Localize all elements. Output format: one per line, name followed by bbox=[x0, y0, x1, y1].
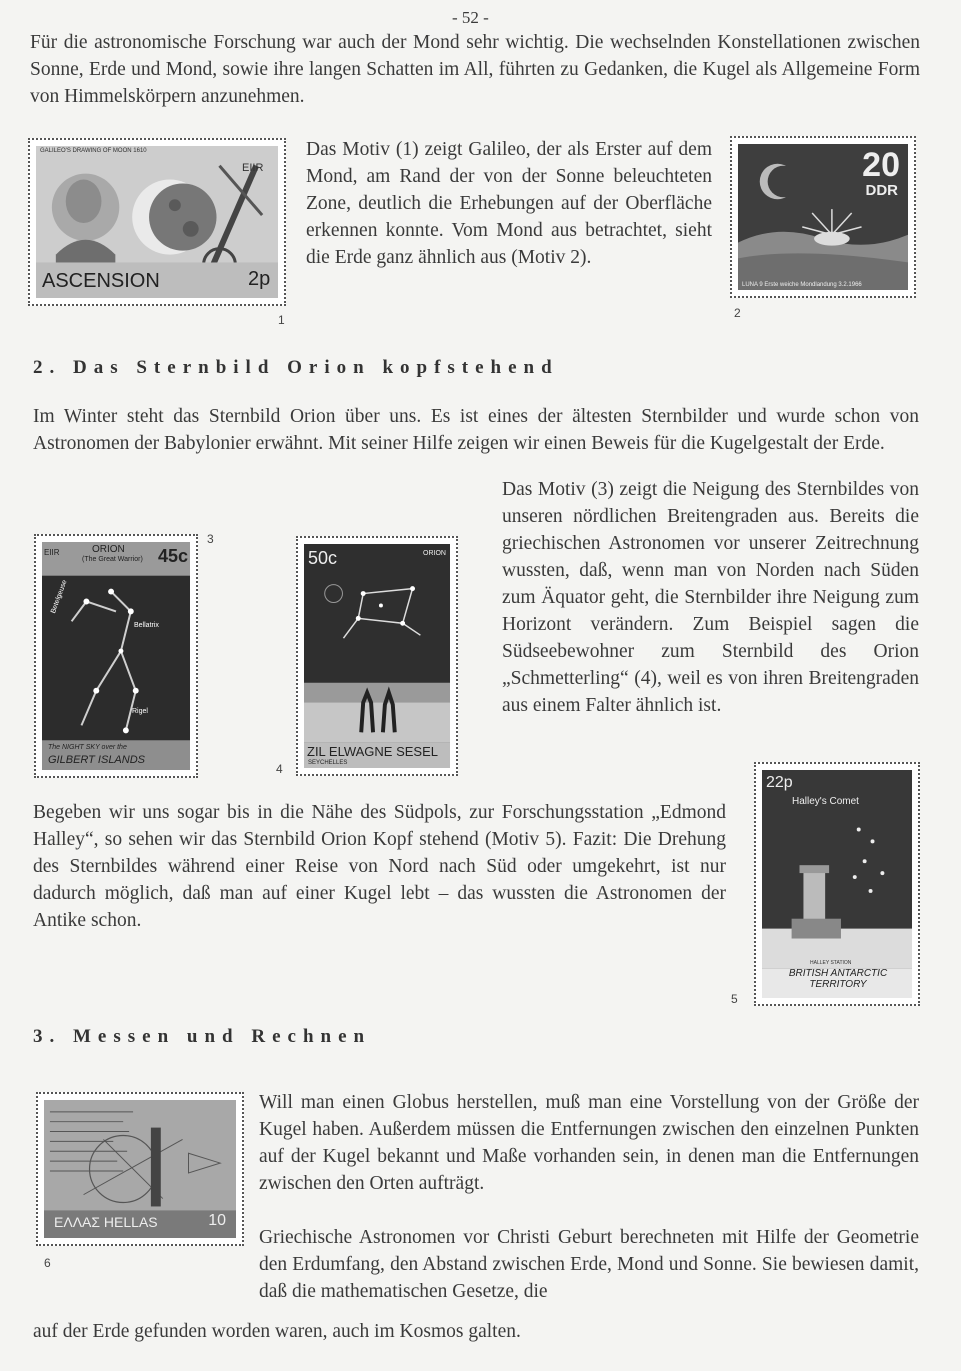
stamp3-label-rigel: Rigel bbox=[132, 708, 148, 715]
stamp3-caption: The NIGHT SKY over the bbox=[48, 744, 127, 751]
stamp3-title: ORION bbox=[92, 544, 125, 555]
orion-beach-illustration bbox=[304, 544, 450, 768]
stamp5-caption: HALLEY STATION bbox=[810, 960, 852, 966]
stamp3-subtitle: (The Great Warrior) bbox=[82, 556, 143, 563]
motif1-paragraph: Das Motiv (1) zeigt Galileo, der als Erster auf dem Mond, am Rand der von der Sonne beleuchteten Zone, deutlich die Erhebungen auf der Oberfläche erkennen konnte. Vom Mond aus betrachtet, sieht die Erde ganz ähnlich aus (Motiv 2). bbox=[306, 139, 712, 268]
stamp6-country: ΕΛΛΑΣ HELLAS bbox=[54, 1214, 158, 1230]
stamp-british-antarctic bbox=[754, 762, 920, 1006]
stamp5-title: Halley's Comet bbox=[792, 796, 859, 807]
stamp3-label-bellatrix: Bellatrix bbox=[134, 622, 159, 629]
stamp1-value: 2p bbox=[248, 268, 271, 290]
section3-heading: 3. Messen und Rechnen bbox=[33, 1026, 372, 1047]
stamp1-number: 1 bbox=[278, 313, 285, 327]
stamp4-country: ZIL ELWAGNE SESEL bbox=[307, 744, 439, 759]
section2-heading: 2. Das Sternbild Orion kopfstehend bbox=[33, 357, 559, 378]
stamp5-value: 22p bbox=[766, 774, 793, 791]
stamp2-number: 2 bbox=[734, 306, 741, 320]
stamp-greece bbox=[36, 1092, 244, 1246]
section3-paragraph1: Will man einen Globus herstellen, muß man eine Vorstellung von der Größe der Kugel haben. Außerdem müssen die Entfernungen zwischen den einzelnen Punkten auf der Kugel bekannt und Maße vorhanden sein, in denen man die Entfernungen zwischen den Orten aufträgt. bbox=[259, 1092, 919, 1194]
stamp-ddr bbox=[730, 136, 916, 298]
stamp6-value: 10 bbox=[208, 1212, 226, 1229]
stamp2-country: DDR bbox=[865, 182, 898, 199]
section3-paragraph2: Griechische Astronomen vor Christi Geburt berechneten mit Hilfe der Geometrie den Erdumfang, den Abstand zwischen Erde, Mond und Sonne. Sie bewiesen damit, daß die mathematischen Gesetze, die bbox=[259, 1227, 919, 1302]
stamp2-value: 20 bbox=[862, 146, 900, 184]
stamp1-caption: GALILEO'S DRAWING OF MOON 1610 bbox=[40, 148, 147, 154]
section2-paragraph2: Das Motiv (3) zeigt die Neigung des Sternbildes von unseren nördlichen Breitengraden aus. Bereits die griechischen Astronomen vor unserer Zeitrechnung wussten, daß, wenn man von Norden nach Süden zum Äquator geht, die Sternbilder ihre Neigung zum Horizont verändern. Zum Beispiel sagen die Südseebewohner zum Sternbild des Orion „Schmetterling“ (4), weil es von ihren Breitengraden aus einem Falter ähnlich ist. bbox=[502, 479, 919, 716]
orion-warrior-illustration bbox=[42, 542, 190, 770]
stamp3-country: GILBERT ISLANDS bbox=[48, 754, 145, 766]
stamp-gilbert-islands bbox=[34, 534, 198, 778]
section3-paragraph2-end: auf der Erde gefunden worden waren, auch im Kosmos galten. bbox=[33, 1321, 521, 1342]
stamp4-sub: SEYCHELLES bbox=[308, 760, 348, 766]
stamp3-number: 3 bbox=[207, 532, 214, 546]
stamp-ascension bbox=[28, 138, 286, 306]
stamp5-number: 5 bbox=[731, 992, 738, 1006]
stamp4-number: 4 bbox=[276, 762, 283, 776]
section2-paragraph3: Begeben wir uns sogar bis in die Nähe des Südpols, zur Forschungsstation „Edmond Halley“, so sehen wir das Sternbild Orion Kopf stehend (Motiv 5). Fazit: Die Drehung des Sternbildes während einer Reise von Nord nach Süd oder umgekehrt, ist nur dadurch möglich, daß man auf einer Kugel lebt – das wussten die Astronomen der Antike schon. bbox=[33, 802, 726, 931]
stamp2-caption: LUNA 9 Erste weiche Mondlandung 3.2.1966 bbox=[742, 282, 862, 288]
stamp3-label-betelgeuse: Betelgeuse bbox=[50, 579, 69, 615]
stamp4-value: 50c bbox=[308, 548, 338, 568]
stamp4-title: ORION bbox=[423, 550, 446, 557]
stamp1-country: ASCENSION bbox=[42, 270, 160, 292]
stamp5-country: BRITISH ANTARCTIC TERRITORY bbox=[788, 968, 888, 990]
stamp-seychelles bbox=[296, 536, 458, 776]
stamp3-value: 45c bbox=[157, 546, 188, 566]
stamp3-mark: EIIR bbox=[44, 548, 60, 557]
stamp1-mark: EIIR bbox=[242, 162, 264, 174]
stamp6-number: 6 bbox=[44, 1256, 51, 1270]
section2-paragraph1: Im Winter steht das Sternbild Orion über uns. Es ist eines der ältesten Sternbilder und wurde schon von Astronomen der Babylonier erwähnt. Mit seiner Hilfe zeigen wir einen Beweis für die Kugelgestalt der Erde. bbox=[33, 406, 919, 454]
page-number: - 52 - bbox=[452, 8, 489, 27]
intro-paragraph: Für die astronomische Forschung war auch der Mond sehr wichtig. Die wechselnden Konstellationen zwischen Sonne, Erde und Mond, sowie ihre langen Schatten im All, führten zu Gedanken, die Kugel als Allgemeine Form von Himmelskörpern anzunehmen. bbox=[30, 32, 920, 107]
